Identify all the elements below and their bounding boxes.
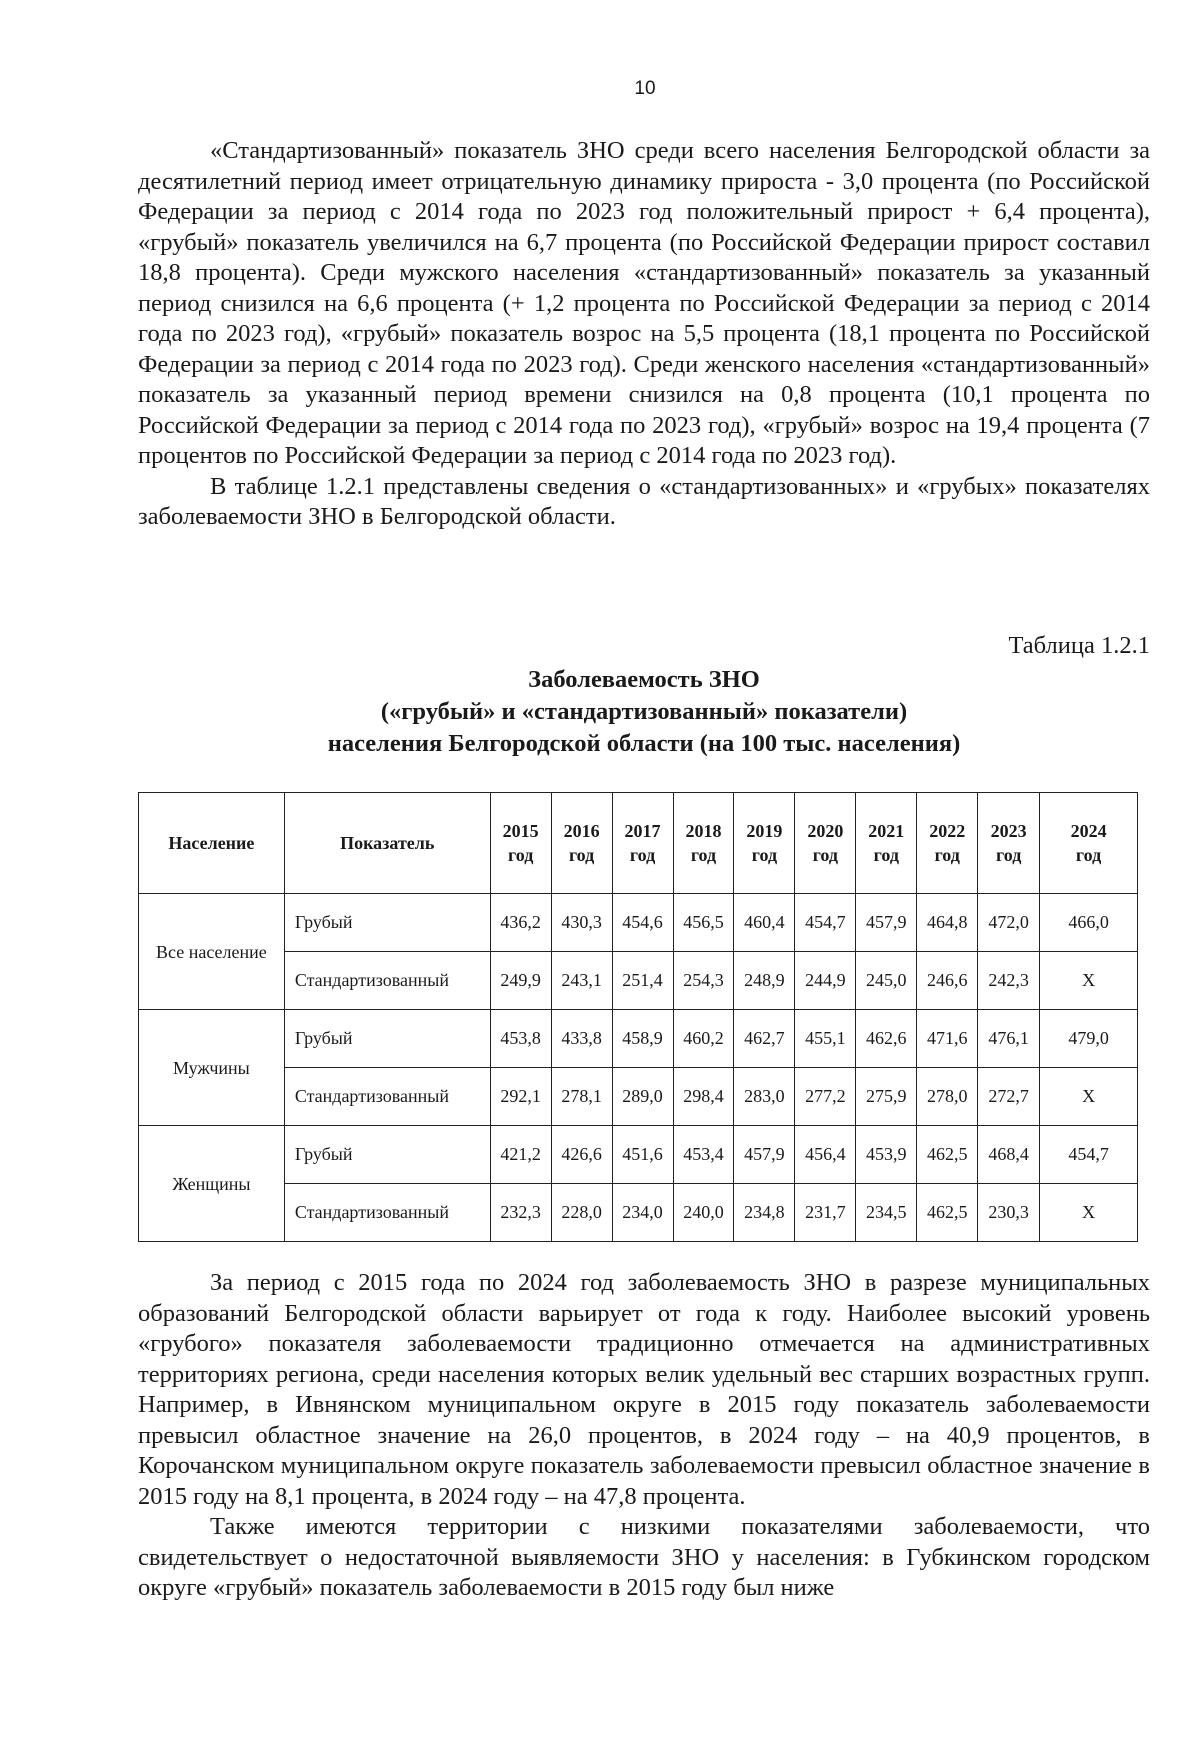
value-cell: 251,4	[612, 952, 673, 1010]
header-year-number: 2022	[929, 821, 966, 841]
value-cell: 232,3	[490, 1184, 551, 1242]
value-cell: 462,5	[917, 1126, 978, 1184]
page-number: 10	[634, 78, 656, 99]
population-group-cell: Женщины	[139, 1126, 285, 1242]
value-cell: 292,1	[490, 1068, 551, 1126]
value-cell: 246,6	[917, 952, 978, 1010]
outro-text	[138, 1268, 1150, 1604]
value-cell: Х	[1040, 952, 1138, 1010]
value-cell: Х	[1040, 1068, 1138, 1126]
value-cell: 436,2	[490, 894, 551, 952]
value-cell: 457,9	[734, 1126, 795, 1184]
table-header-row	[139, 793, 1138, 894]
population-group-cell: Все население	[139, 894, 285, 1010]
value-cell: 454,7	[795, 894, 856, 952]
header-year-word: год	[812, 845, 838, 865]
value-cell: 244,9	[795, 952, 856, 1010]
value-cell: 456,4	[795, 1126, 856, 1184]
table-title-line: Заболеваемость ЗНО	[528, 666, 760, 693]
value-cell: 453,4	[673, 1126, 734, 1184]
value-cell: 277,2	[795, 1068, 856, 1126]
table-row	[139, 1126, 1138, 1184]
value-cell: 243,1	[551, 952, 612, 1010]
table-row	[139, 952, 1138, 1010]
header-year-number: 2020	[807, 821, 844, 841]
table-title-line: («грубый» и «стандартизованный» показатели)	[380, 698, 908, 725]
header-year-number: 2019	[746, 821, 783, 841]
value-cell: 231,7	[795, 1184, 856, 1242]
value-cell: 234,8	[734, 1184, 795, 1242]
header-year	[673, 793, 734, 894]
value-cell: 468,4	[978, 1126, 1040, 1184]
indicator-cell: Грубый	[284, 894, 490, 952]
header-year-number: 2021	[868, 821, 905, 841]
table-label: Таблица 1.2.1	[1008, 632, 1150, 659]
value-cell: 430,3	[551, 894, 612, 952]
value-cell: 240,0	[673, 1184, 734, 1242]
value-cell: 298,4	[673, 1068, 734, 1126]
header-year-word: год	[873, 845, 899, 865]
header-year-word: год	[934, 845, 960, 865]
indicator-cell: Стандартизованный	[284, 1184, 490, 1242]
value-cell: 460,4	[734, 894, 795, 952]
value-cell: 453,9	[856, 1126, 917, 1184]
header-year-word: год	[568, 845, 595, 865]
value-cell: 248,9	[734, 952, 795, 1010]
table-title-line: населения Белгородской области (на 100 тыс. населения)	[327, 730, 961, 757]
value-cell: 272,7	[978, 1068, 1040, 1126]
value-cell: 249,9	[490, 952, 551, 1010]
value-cell: 479,0	[1040, 1010, 1138, 1068]
header-year-number: 2023	[990, 821, 1027, 841]
indicator-cell: Стандартизованный	[284, 952, 490, 1010]
header-year-word: год	[629, 845, 656, 865]
header-year-word: год	[996, 845, 1022, 865]
value-cell: 457,9	[856, 894, 917, 952]
value-cell: 466,0	[1040, 894, 1138, 952]
table-row	[139, 894, 1138, 952]
header-year-word: год	[1075, 845, 1102, 865]
header-year-number: 2016	[563, 821, 600, 841]
table-row	[139, 1184, 1138, 1242]
value-cell: 455,1	[795, 1010, 856, 1068]
value-cell: 289,0	[612, 1068, 673, 1126]
value-cell: 453,8	[490, 1010, 551, 1068]
header-year	[917, 793, 978, 894]
indicator-cell: Стандартизованный	[284, 1068, 490, 1126]
incidence-table	[138, 792, 1138, 1242]
header-year-word: год	[690, 845, 717, 865]
header-year-word: год	[751, 845, 778, 865]
header-year-number: 2015	[502, 821, 539, 841]
indicator-cell: Грубый	[284, 1010, 490, 1068]
value-cell: 433,8	[551, 1010, 612, 1068]
paragraph: Также имеются территории с низкими показателями заболеваемости, что свидетельствует о недостаточной выявляемости ЗНО у населения: в Губкинском городском округе «грубый» показатель заболеваемости в 2015 году был ниже	[138, 1513, 1150, 1601]
table-row	[139, 1068, 1138, 1126]
header-year	[490, 793, 551, 894]
value-cell: 230,3	[978, 1184, 1040, 1242]
intro-text	[138, 136, 1150, 533]
value-cell: 460,2	[673, 1010, 734, 1068]
value-cell: 245,0	[856, 952, 917, 1010]
value-cell: 451,6	[612, 1126, 673, 1184]
header-year	[795, 793, 856, 894]
paragraph: «Стандартизованный» показатель ЗНО среди всего населения Белгородской области за десятилетний период имеет отрицательную динамику прироста - 3,0 процента (по Российской Федерации за период с 2014 года по 2023 год положительный прирост + 6,4 процента), «грубый» показатель увеличился на 6,7 процента (по Российской Федерации прирост составил 18,8 процента). Среди мужского населения «стандартизованный» показатель за указанный период снизился на 6,6 процента (+ 1,2 процента по Российской Федерации за период с 2014 года по 2023 год), «грубый» показатель возрос на 5,5 процента (18,1 процента по Российской Федерации за период с 2014 года по 2023 год). Среди женского населения «стандартизованный» показатель за указанный период времени снизился на 0,8 процента (10,1 процента по Российской Федерации за период с 2014 года по 2023 год), «грубый» возрос на 19,4 процента (7 процентов по Российской Федерации за период с 2014 года по 2023 год).	[138, 137, 1150, 469]
value-cell: 462,5	[917, 1184, 978, 1242]
value-cell: 275,9	[856, 1068, 917, 1126]
header-population: Население	[139, 793, 285, 894]
header-year	[734, 793, 795, 894]
indicator-cell: Грубый	[284, 1126, 490, 1184]
value-cell: 283,0	[734, 1068, 795, 1126]
header-year-number: 2024	[1070, 821, 1107, 841]
header-indicator: Показатель	[284, 793, 490, 894]
value-cell: 458,9	[612, 1010, 673, 1068]
value-cell: 254,3	[673, 952, 734, 1010]
header-year	[1040, 793, 1138, 894]
value-cell: 234,0	[612, 1184, 673, 1242]
table-title	[138, 664, 1150, 760]
value-cell: Х	[1040, 1184, 1138, 1242]
value-cell: 462,6	[856, 1010, 917, 1068]
header-year	[856, 793, 917, 894]
value-cell: 471,6	[917, 1010, 978, 1068]
value-cell: 472,0	[978, 894, 1040, 952]
header-year-number: 2018	[685, 821, 722, 841]
value-cell: 462,7	[734, 1010, 795, 1068]
paragraph: За период с 2015 года по 2024 год заболеваемость ЗНО в разрезе муниципальных образований Белгородской области варьирует от года к году. Наиболее высокий уровень «грубого» показателя заболеваемости традиционно отмечается на административных территориях региона, среди населения которых велик удельный вес старших возрастных групп. Например, в Ивнянском муниципальном округе в 2015 году показатель заболеваемости превысил областное значение на 26,0 процентов, в 2024 году – на 40,9 процентов, в Корочанском муниципальном округе показатель заболеваемости превысил областное значение в 2015 году на 8,1 процента, в 2024 году – на 47,8 процента.	[138, 1269, 1150, 1510]
value-cell: 464,8	[917, 894, 978, 952]
header-year-number: 2017	[624, 821, 661, 841]
paragraph: В таблице 1.2.1 представлены сведения о «стандартизованных» и «грубых» показателях заболеваемости ЗНО в Белгородской области.	[138, 472, 1150, 530]
value-cell: 421,2	[490, 1126, 551, 1184]
header-year	[612, 793, 673, 894]
population-group-cell: Мужчины	[139, 1010, 285, 1126]
header-year	[978, 793, 1040, 894]
value-cell: 454,7	[1040, 1126, 1138, 1184]
value-cell: 228,0	[551, 1184, 612, 1242]
table-row	[139, 1010, 1138, 1068]
value-cell: 476,1	[978, 1010, 1040, 1068]
value-cell: 234,5	[856, 1184, 917, 1242]
header-year	[551, 793, 612, 894]
value-cell: 242,3	[978, 952, 1040, 1010]
value-cell: 278,1	[551, 1068, 612, 1126]
header-year-word: год	[508, 845, 534, 865]
value-cell: 454,6	[612, 894, 673, 952]
value-cell: 278,0	[917, 1068, 978, 1126]
value-cell: 456,5	[673, 894, 734, 952]
value-cell: 426,6	[551, 1126, 612, 1184]
